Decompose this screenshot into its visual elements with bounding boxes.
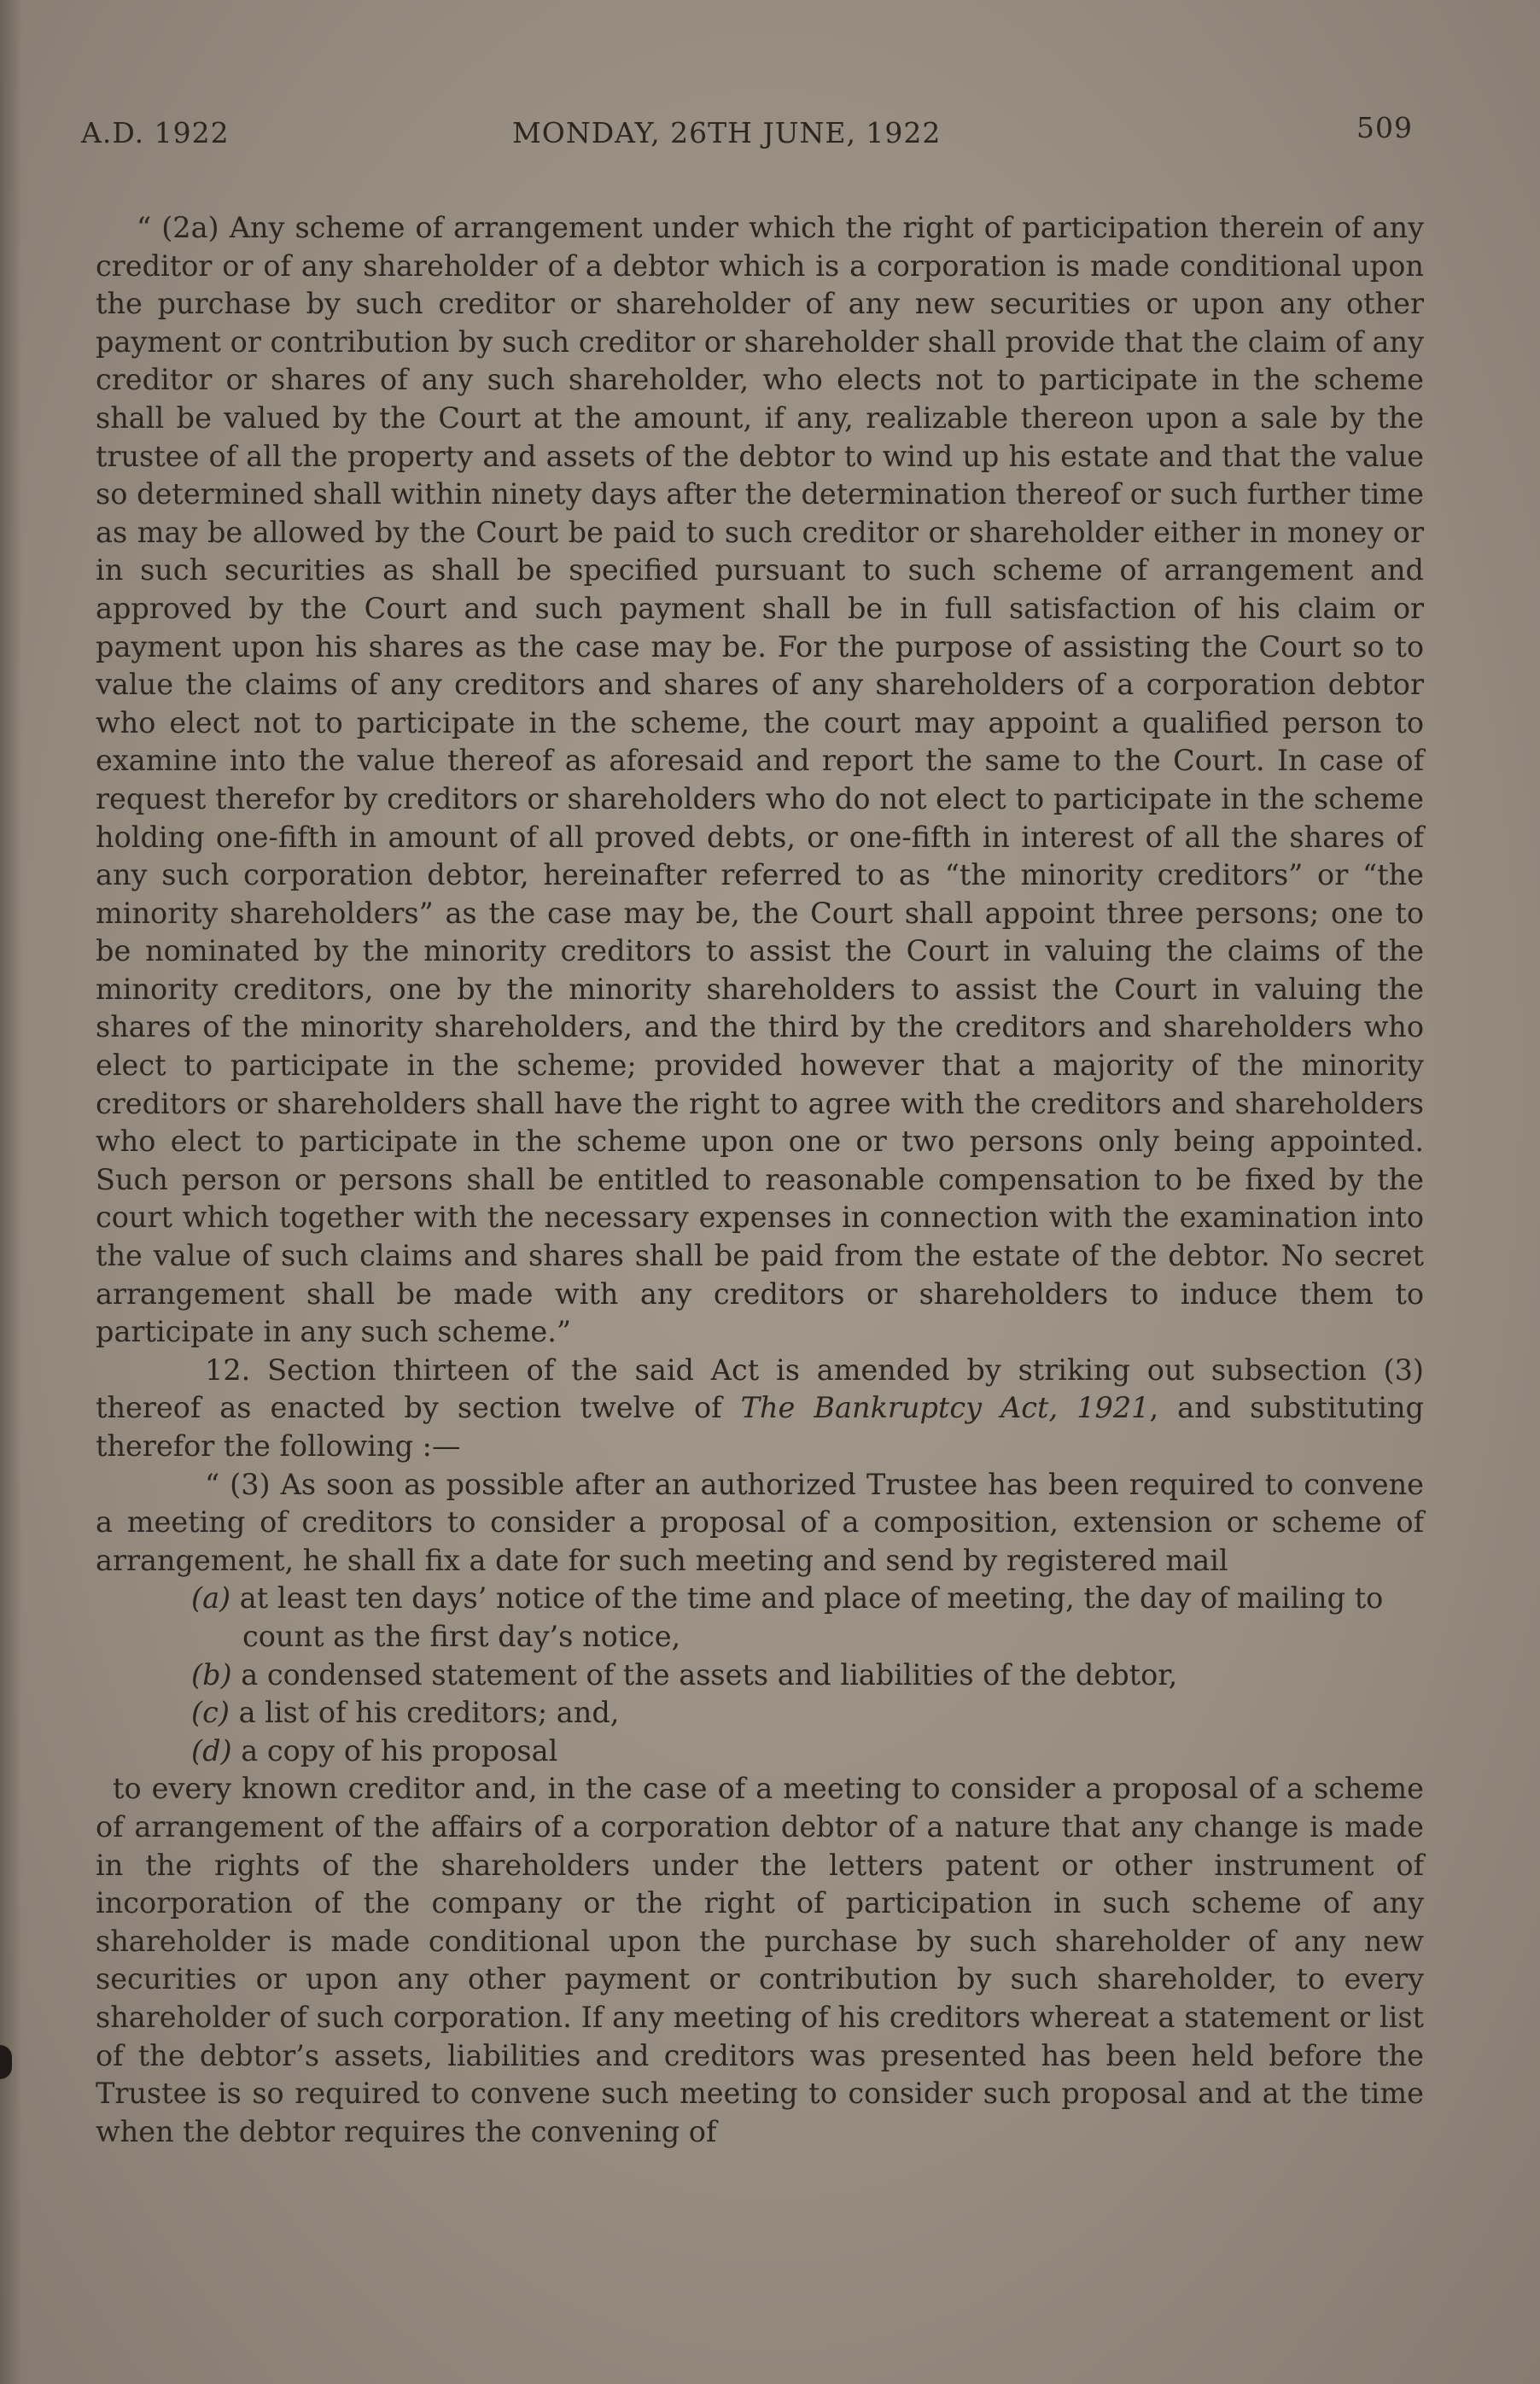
list-item-label: (d)	[191, 1733, 232, 1768]
enumerated-list	[96, 1580, 1424, 1770]
list-item-text: at least ten days’ notice of the time and place of meeting, the day of mailing to count as the first day’s notice,	[239, 1581, 1384, 1653]
section-12-paragraph	[96, 1352, 1424, 1466]
section-12-text-start: 12. Section thirteen of the said Act is amended by striking out subsection (3) thereof as enacted by section twelve of	[96, 1353, 1424, 1425]
list-item-text: a list of his creditors; and,	[238, 1696, 620, 1730]
page-edge-shadow	[0, 0, 22, 2384]
paragraph-2a: “ (2a) Any scheme of arrangement under which the right of participation therein of any creditor or of any shareholder of a debtor which is a corporation is made conditional upon the purchase by such creditor or shareholder of any new securities or upon any other payment or contribution by such creditor or shareholder shall provide that the claim of any creditor or shares of any such shareholder, who elects not to participate in the scheme shall be valued by the Court at the amount, if any, realizable thereon upon a sale by the trustee of all the property and assets of the debtor to wind up his estate and that the value so determined shall within ninety days after the determination thereof or such further time as may be allowed by the Court be paid to such creditor or shareholder either in money or in such securities as shall be specified pursuant to such scheme of arrangement and approved by the Court and such payment shall be in full satisfaction of his claim or payment upon his shares as the case may be. For the purpose of assisting the Court so to value the claims of any creditors and shares of any shareholders of a corporation debtor who elect not to participate in the scheme, the court may appoint a qualified person to examine into the value thereof as aforesaid and report the same to the Court. In case of request therefor by creditors or shareholders who do not elect to participate in the scheme holding one-fifth in amount of all proved debts, or one-fifth in interest of all the shares of any such corporation debtor, hereinafter referred to as “the minority creditors” or “the minority shareholders” as the case may be, the Court shall appoint three persons; one to be nominated by the minority creditors to assist the Court in valuing the claims of the minority creditors, one by the minority shareholders to assist the Court in valuing the shares of the minority shareholders, and the third by the creditors and shareholders who elect to participate in the scheme; provided however that a majority of the minority creditors or shareholders shall have the right to agree with the creditors and shareholders who elect to participate in the scheme upon one or two persons only being appointed. Such person or persons shall be entitled to reasonable compensation to be fixed by the court which together with the necessary expenses in connection with the examination into the value of such claims and shares shall be paid from the estate of the debtor. No secret arrangement shall be made with any creditors or shareholders to induce them to participate in any such scheme.”	[96, 211, 1424, 1349]
list-item-label: (a)	[191, 1581, 231, 1616]
act-title: The Bankruptcy Act, 1921	[740, 1391, 1150, 1425]
list-item-label: (c)	[191, 1696, 230, 1730]
list-item	[96, 1694, 1424, 1732]
running-header	[81, 111, 1413, 167]
page-number: 509	[1356, 111, 1413, 144]
continuation-paragraph: to every known creditor and, in the case of a meeting to consider a proposal of a scheme of arrangement of the affairs of a corporation debtor of a nature that any change is made in the rights of the shareholders under the letters patent or other instrument of incorporation of the company or the right of participation in such scheme of any shareholder is made conditional upon the purchase by such shareholder of any new securities or upon any other payment or contribution by such shareholder, to every shareholder of such corporation. If any meeting of his creditors whereat a statement or list of the debtor’s assets, liabilities and creditors was presented has been held before the Trustee is so required to convene such meeting to consider such proposal and at the time when the debtor requires the convening of	[96, 1772, 1424, 2148]
header-date: MONDAY, 26TH JUNE, 1922	[512, 116, 942, 149]
list-item	[96, 1580, 1424, 1656]
list-item-text: a condensed statement of the assets and liabilities of the debtor,	[241, 1657, 1178, 1692]
subsection-3-paragraph: “ (3) As soon as possible after an authorized Trustee has been required to convene a meeting of creditors to consider a proposal of a composition, extension or scheme of arrangement, he shall fix a date for such meeting and send by registered mail	[96, 1467, 1424, 1577]
list-item	[96, 1657, 1424, 1695]
list-item-text: a copy of his proposal	[241, 1733, 558, 1768]
list-item-label: (b)	[191, 1657, 232, 1692]
list-item	[96, 1732, 1424, 1771]
document-body	[96, 209, 1424, 2151]
header-year: A.D. 1922	[81, 116, 230, 149]
section-12-text-end: , and substituting therefor the following :—	[96, 1391, 1424, 1463]
